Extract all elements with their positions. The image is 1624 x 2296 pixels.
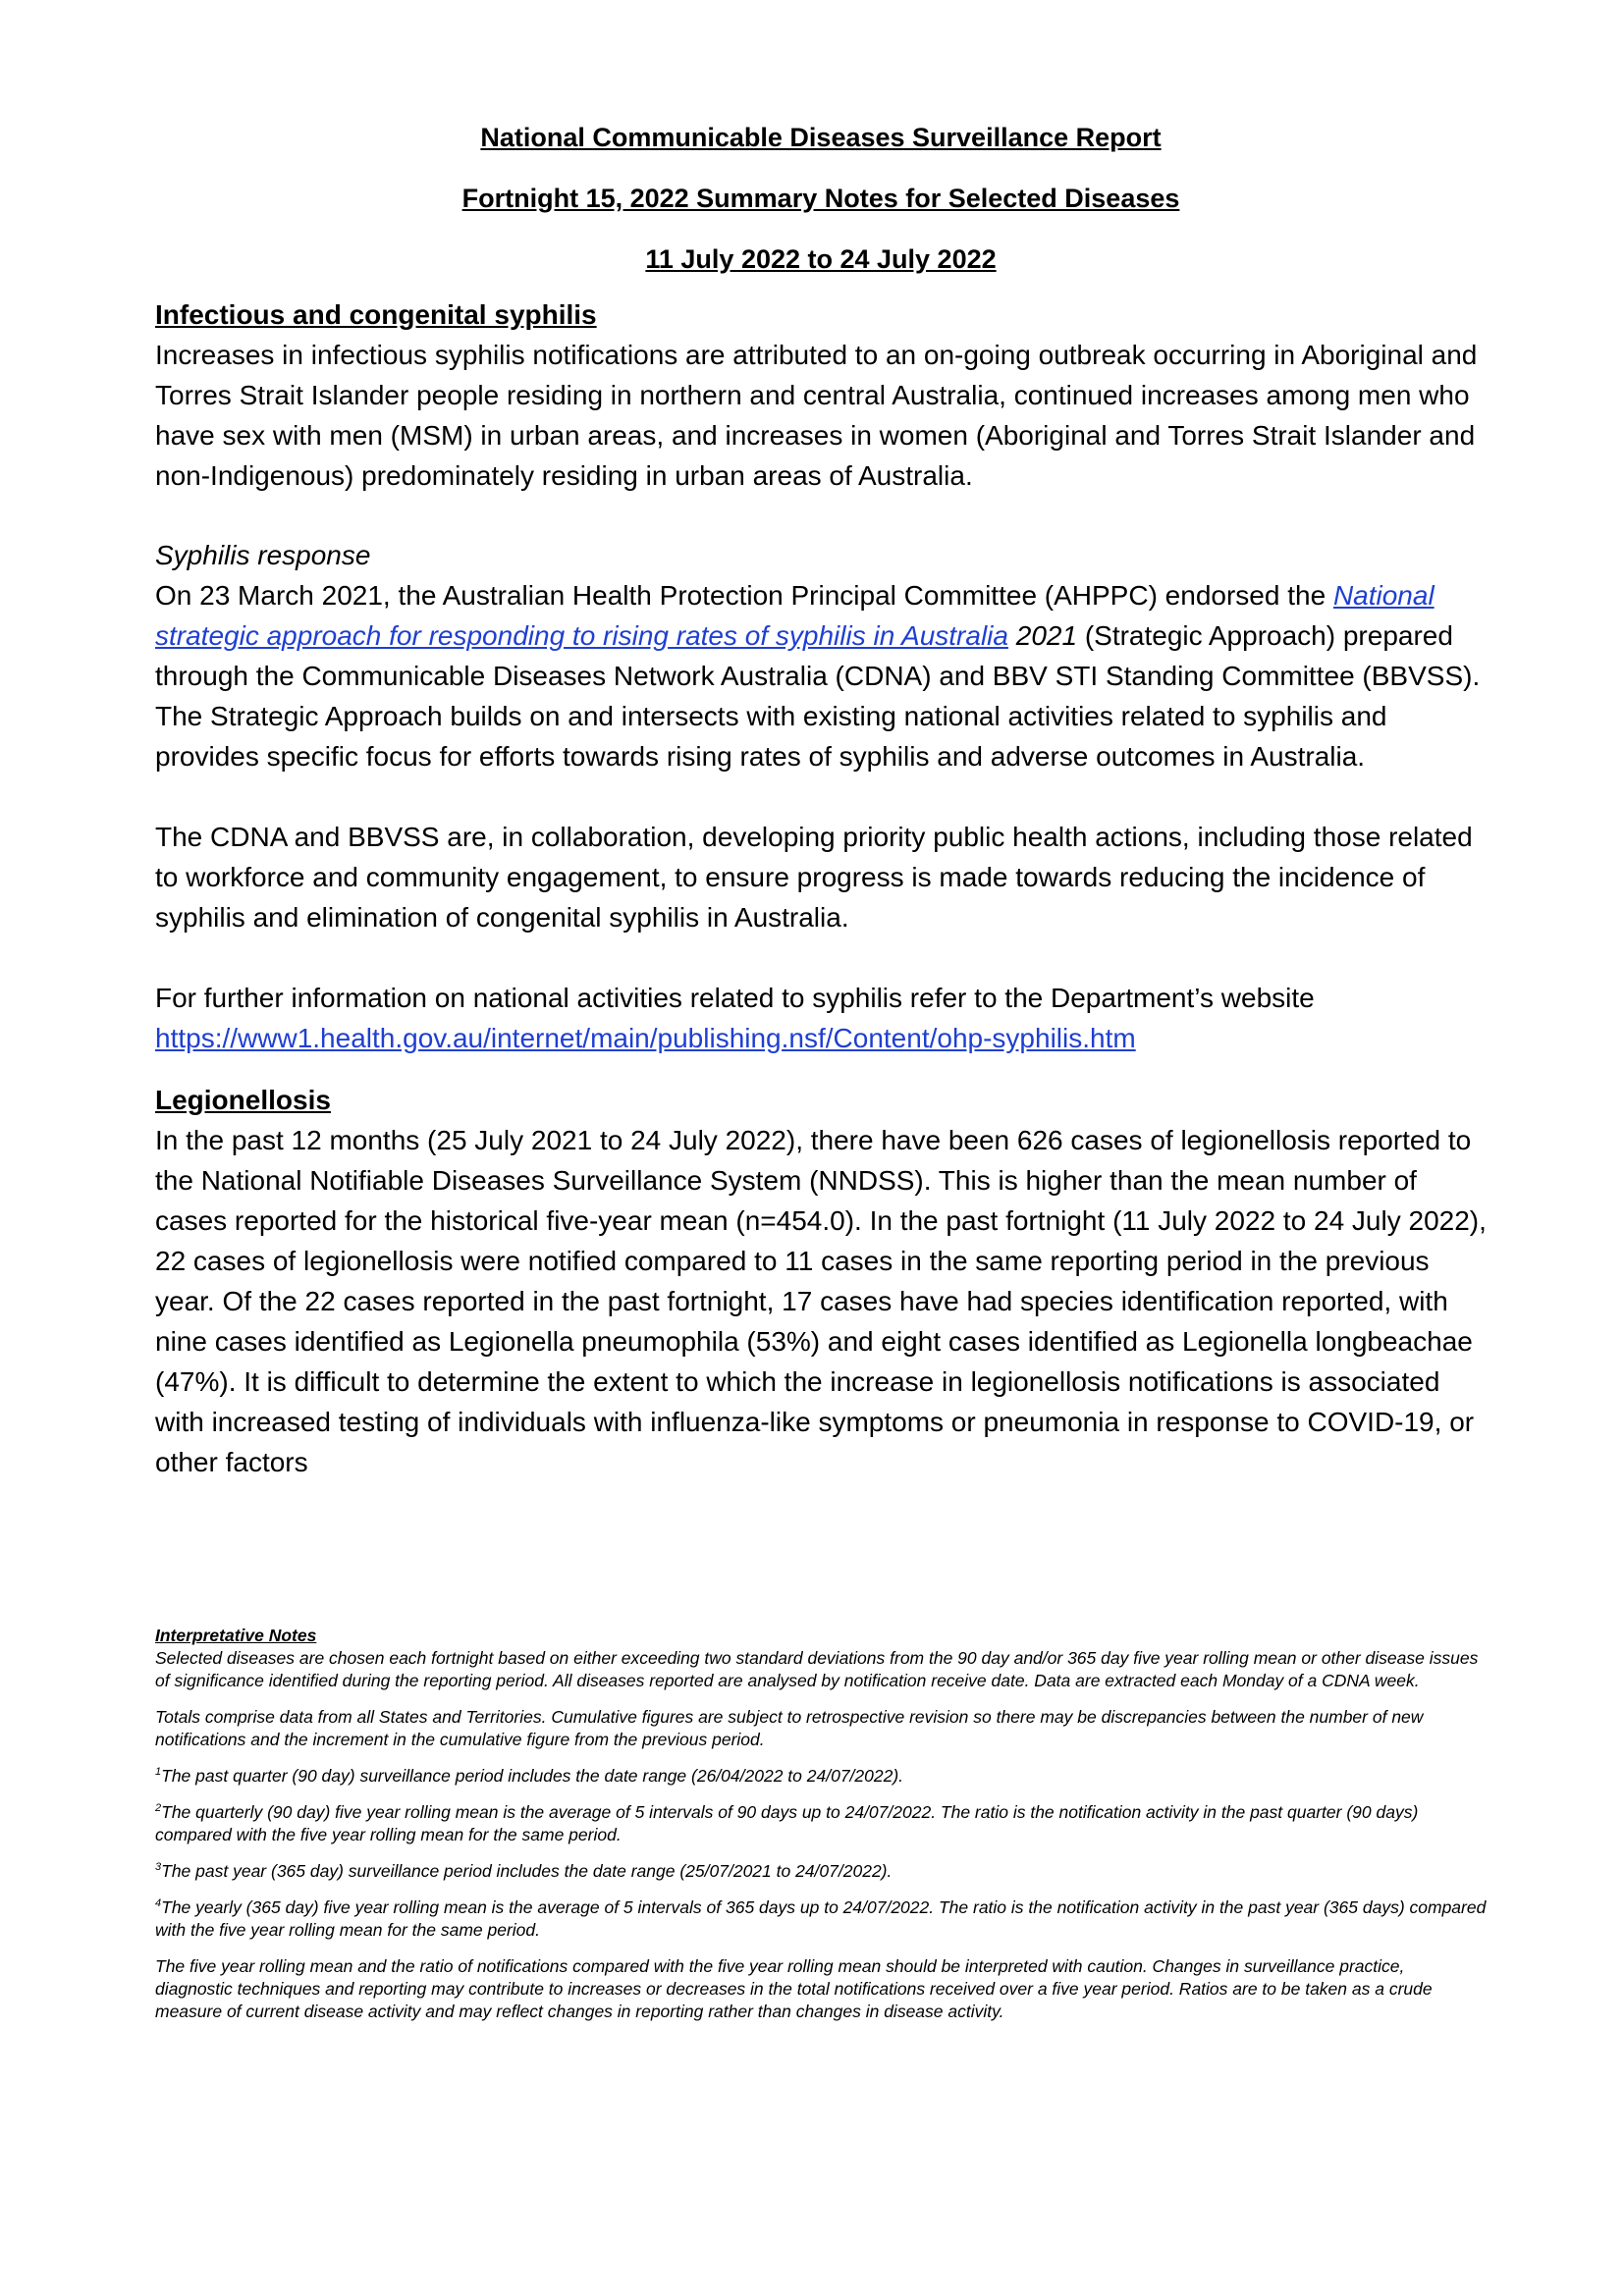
- department-website-link[interactable]: https://www1.health.gov.au/internet/main/publishing.nsf/Content/ohp-syphilis.htm: [155, 1023, 1136, 1053]
- response-rest-text: (Strategic Approach) prepared through the Communicable Diseases Network Australia (CDNA) and BBV STI Standing Committee (BBVSS). The Strategic Approach builds on and intersects with existing national activities related to syphilis and provides specific focus for efforts towards rising rates of syphilis and adverse outcomes in Australia.: [155, 620, 1481, 772]
- footnote-4-text: The yearly (365 day) five year rolling mean is the average of 5 intervals of 365 days up to 24/07/2022. The ratio is the notification activity in the past year (365 days) compared with the five year rolling mean for the same period.: [155, 1897, 1487, 1940]
- note-totals: Totals comprise data from all States and Territories. Cumulative figures are subject to retrospective revision so there may be discrepancies between the number of new notifications and the increment in the cumulative figure from the previous period.: [155, 1707, 1424, 1749]
- report-subtitle: Fortnight 15, 2022 Summary Notes for Selected Diseases: [461, 184, 1180, 213]
- interpretative-notes: [155, 1625, 1487, 2037]
- response-intro-text: On 23 March 2021, the Australian Health Protection Principal Committee (AHPPC) endorsed the: [155, 580, 1333, 611]
- main-content: [155, 114, 1487, 1482]
- legionellosis-heading: Legionellosis: [155, 1085, 331, 1115]
- note-selected-diseases: Selected diseases are chosen each fortnight based on either exceeding two standard deviations from the 90 day and/or 365 day five year rolling mean or other disease issues of significance identified during the reporting period. All diseases reported are analysed by notification receive date. Data are extracted each Monday of a CDNA week.: [155, 1648, 1479, 1690]
- legionellosis-section: [155, 1080, 1487, 1482]
- strategic-approach-link[interactable]: National strategic approach for responding to rising rates of syphilis in Australia: [155, 580, 1435, 651]
- cdna-paragraph: The CDNA and BBVSS are, in collaboration, developing priority public health actions, including those related to workforce and community engagement, to ensure progress is made towards reducing the incidence of syphilis and elimination of congenital syphilis in Australia.: [155, 822, 1473, 933]
- report-date-range: 11 July 2022 to 24 July 2022: [645, 244, 997, 274]
- footnote-1-text: The past quarter (90 day) surveillance period includes the date range (26/04/2022 to 24/07/2022).: [161, 1766, 904, 1786]
- footnote-4: [155, 1896, 1487, 1942]
- syphilis-response-heading: Syphilis response: [155, 540, 371, 570]
- footnote-3-mark: 3: [155, 1861, 162, 1874]
- footnote-3: [155, 1860, 1487, 1883]
- footnote-2-text: The quarterly (90 day) five year rolling mean is the average of 5 intervals of 90 days up to 24/07/2022. The ratio is the notification activity in the past quarter (90 days) compared with the five year rolling mean for the same period.: [155, 1802, 1419, 1844]
- footnote-3-text: The past year (365 day) surveillance period includes the date range (25/07/2021 to 24/07/2022).: [161, 1861, 893, 1881]
- footnote-2: [155, 1801, 1487, 1846]
- syphilis-section: [155, 294, 1487, 1058]
- further-info-link-line: [155, 1018, 1487, 1058]
- legionellosis-paragraph: In the past 12 months (25 July 2021 to 24 July 2022), there have been 626 cases of legionellosis reported to the National Notifiable Diseases Surveillance System (NNDSS). This is higher than the mean number of cases reported for the historical five-year mean (n=454.0). In the past fortnight (11 July 2022 to 24 July 2022), 22 cases of legionellosis were notified compared to 11 cases in the same reporting period in the previous year. Of the 22 cases reported in the past fortnight, 17 cases have had species identification reported, with nine cases identified as Legionella pneumophila (53%) and eight cases identified as Legionella longbeachae (47%). It is difficult to determine the extent to which the increase in legionellosis notifications is associated with increased testing of individuals with influenza-like symptoms or pneumonia in response to COVID-19, or other factors: [155, 1125, 1487, 1477]
- response-year-text: 2021: [1007, 620, 1078, 651]
- report-title: National Communicable Diseases Surveillance Report: [480, 123, 1162, 152]
- footnote-4-mark: 4: [155, 1897, 162, 1910]
- notes-heading: Interpretative Notes: [155, 1626, 317, 1645]
- footnote-1: [155, 1765, 1487, 1788]
- further-info-paragraph: For further information on national activities related to syphilis refer to the Department’s website: [155, 983, 1315, 1013]
- footnote-2-mark: 2: [155, 1802, 162, 1815]
- syphilis-paragraph: Increases in infectious syphilis notifications are attributed to an on-going outbreak occurring in Aboriginal and Torres Strait Islander people residing in northern and central Australia, continued increases among men who have sex with men (MSM) in urban areas, and increases in women (Aboriginal and Torres Strait Islander and non-Indigenous) predominately residing in urban areas of Australia.: [155, 340, 1478, 491]
- syphilis-response-paragraph: [155, 575, 1487, 776]
- footnote-1-mark: 1: [155, 1766, 162, 1779]
- syphilis-heading: Infectious and congenital syphilis: [155, 299, 597, 330]
- note-caution: The five year rolling mean and the ratio of notifications compared with the five year rolling mean should be interpreted with caution. Changes in surveillance practice, diagnostic techniques and reporting may contribute to increases or decreases in the total notifications received over a five year period. Ratios are to be taken as a crude measure of current disease activity and may reflect changes in reporting rather than changes in disease activity.: [155, 1956, 1433, 2021]
